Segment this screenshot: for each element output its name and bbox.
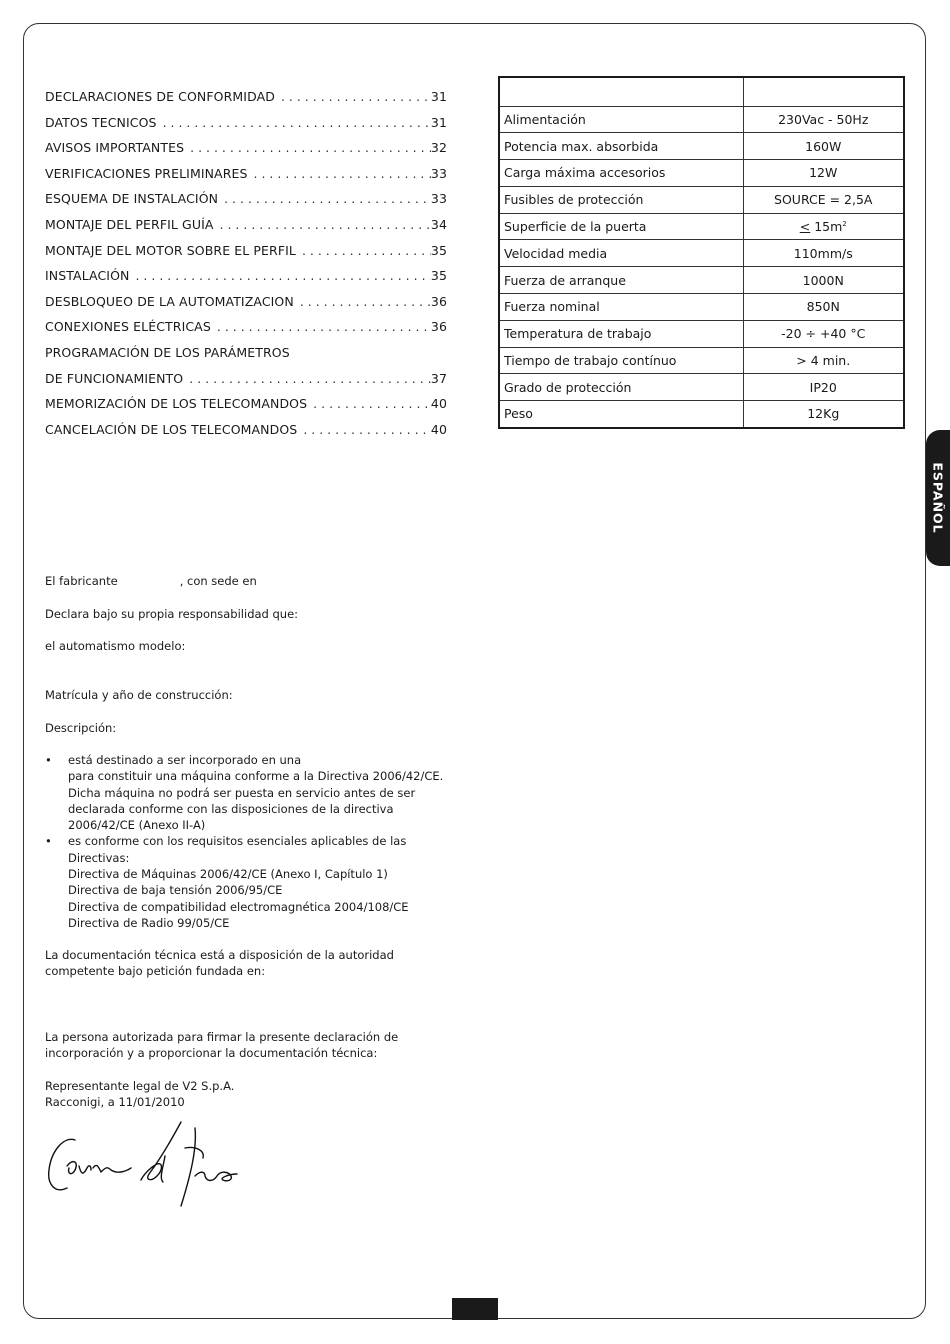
spec-label: Potencia max. absorbida	[499, 133, 743, 160]
table-row	[499, 133, 904, 160]
toc-title: CANCELACIÓN DE LOS TELECOMANDOS	[45, 421, 298, 437]
toc-row[interactable]	[45, 345, 447, 371]
toc-page: 40	[430, 396, 447, 412]
spec-label: Fusibles de protección	[499, 186, 743, 213]
spec-label: Peso	[499, 401, 743, 428]
model-line: el automatismo modelo:	[45, 639, 186, 653]
toc-page: 40	[430, 421, 447, 437]
spec-value: 110mm/s	[743, 240, 904, 267]
toc-title: AVISOS IMPORTANTES	[45, 140, 185, 156]
toc-title: CONEXIONES ELÉCTRICAS	[45, 319, 211, 335]
spec-value: -20 ÷ +40 °C	[743, 320, 904, 347]
toc-page: 31	[430, 114, 447, 130]
toc-page: 31	[430, 89, 447, 104]
spec-value: SOURCE = 2,5A	[743, 186, 904, 213]
declares-line: Declara bajo su propia responsabilidad que:	[45, 607, 299, 621]
toc-title: DE FUNCIONAMIENTO	[45, 370, 184, 386]
toc-row[interactable]	[45, 217, 447, 243]
toc-row[interactable]	[45, 268, 447, 294]
spec-label: Grado de protección	[499, 374, 743, 401]
toc-title: MONTAJE DEL PERFIL GUÍA	[45, 216, 214, 232]
spec-value: < $15m^2$	[743, 213, 904, 240]
table-row	[499, 240, 904, 267]
toc-row[interactable]	[45, 294, 447, 320]
manufacturer-line: El fabricante , con sede en	[45, 574, 257, 588]
table-row	[499, 401, 904, 428]
spec-label: Temperatura de trabajo	[499, 320, 743, 347]
toc-row[interactable]	[45, 89, 447, 115]
table-row	[499, 294, 904, 321]
toc-page: 36	[430, 293, 447, 309]
table-row	[499, 320, 904, 347]
table-row	[499, 106, 904, 133]
less-equal-symbol: <	[799, 219, 811, 235]
spec-value: 160W	[743, 133, 904, 160]
toc-title: DESBLOQUEO DE LA AUTOMATIZACION	[45, 293, 294, 309]
toc-row[interactable]	[45, 140, 447, 166]
list-item: • es conforme con los requisitos esenciales aplicables de las Directivas: Directiva de Máquinas 2006/42/CE (Anexo I, Capítulo 1) Directiva de baja tensión 2006/95/CE Directiva de compatibilidad electromagnética 2004/108/CE Directiva de Radio 99/05/CE	[45, 833, 465, 931]
technical-data-table	[498, 76, 905, 429]
toc-title: VERIFICACIONES PRELIMINARES	[45, 165, 248, 181]
toc-page: 33	[430, 191, 447, 207]
spec-value: IP20	[743, 374, 904, 401]
description-line: Descripción:	[45, 721, 117, 735]
spec-label: Fuerza de arranque	[499, 267, 743, 294]
toc-row[interactable]	[45, 371, 447, 397]
documentation-paragraph: La documentación técnica está a disposición de la autoridad competente bajo petición fundada en:	[45, 948, 394, 979]
spec-label: Carga máxima accesorios	[499, 160, 743, 187]
toc-title: MEMORIZACIÓN DE LOS TELECOMANDOS	[45, 396, 308, 412]
spec-label: Tiempo de trabajo contínuo	[499, 347, 743, 374]
toc-title: PROGRAMACIÓN DE LOS PARÁMETROS	[45, 344, 290, 360]
table-header-row	[499, 77, 904, 106]
serial-line: Matrícula y año de construcción:	[45, 688, 233, 702]
toc-page: 36	[430, 319, 447, 335]
table-row	[499, 347, 904, 374]
toc-row[interactable]	[45, 319, 447, 345]
spec-value: 230Vac - 50Hz	[743, 106, 904, 133]
spec-value: 1000N	[743, 267, 904, 294]
toc-row[interactable]	[45, 166, 447, 192]
spec-value: 12W	[743, 160, 904, 187]
spec-value: > 4 min.	[743, 347, 904, 374]
toc-row[interactable]	[45, 422, 447, 448]
list-item: • está destinado a ser incorporado en una para constituir una máquina conforme a la Directiva 2006/42/CE. Dicha máquina no podrá ser puesta en servicio antes de ser declarada conforme con las disposiciones de la directiva 2006/42/CE (Anexo II-A)	[45, 752, 465, 833]
toc-title: INSTALACIÓN	[45, 268, 130, 284]
spec-value: 850N	[743, 294, 904, 321]
conformity-list	[45, 752, 465, 931]
toc-page: 34	[430, 216, 447, 232]
toc-page: 32	[430, 140, 447, 156]
toc-title: MONTAJE DEL MOTOR SOBRE EL PERFIL	[45, 242, 296, 258]
table-of-contents	[45, 89, 447, 447]
spec-label: Alimentación	[499, 106, 743, 133]
handwritten-signature-icon	[45, 1118, 245, 1214]
representative-paragraph: Representante legal de V2 S.p.A. Racconigi, a 11/01/2010	[45, 1079, 235, 1110]
language-tab[interactable]	[926, 430, 950, 566]
spec-label: Fuerza nominal	[499, 294, 743, 321]
toc-row[interactable]	[45, 243, 447, 269]
toc-row[interactable]	[45, 191, 447, 217]
toc-row[interactable]	[45, 115, 447, 141]
toc-page: 35	[430, 242, 447, 258]
page-number-box	[452, 1298, 498, 1320]
spec-value: 12Kg	[743, 401, 904, 428]
toc-title: ESQUEMA DE INSTALACIÓN	[45, 191, 219, 207]
toc-page: 35	[430, 268, 447, 284]
table-row	[499, 374, 904, 401]
toc-page: 37	[430, 370, 447, 386]
toc-title: DECLARACIONES DE CONFORMIDAD	[45, 89, 275, 104]
authorized-person-paragraph: La persona autorizada para firmar la presente declaración de incorporación y a proporcionar la documentación técnica:	[45, 1030, 399, 1061]
table-row	[499, 160, 904, 187]
spec-label: Superficie de la puerta	[499, 213, 743, 240]
spec-label: Velocidad media	[499, 240, 743, 267]
table-row	[499, 267, 904, 294]
toc-page: 33	[430, 165, 447, 181]
table-row	[499, 213, 904, 240]
toc-row[interactable]	[45, 396, 447, 422]
language-tab-label: ESPAÑOL	[930, 462, 946, 534]
toc-title: DATOS TECNICOS	[45, 114, 157, 130]
table-row	[499, 186, 904, 213]
